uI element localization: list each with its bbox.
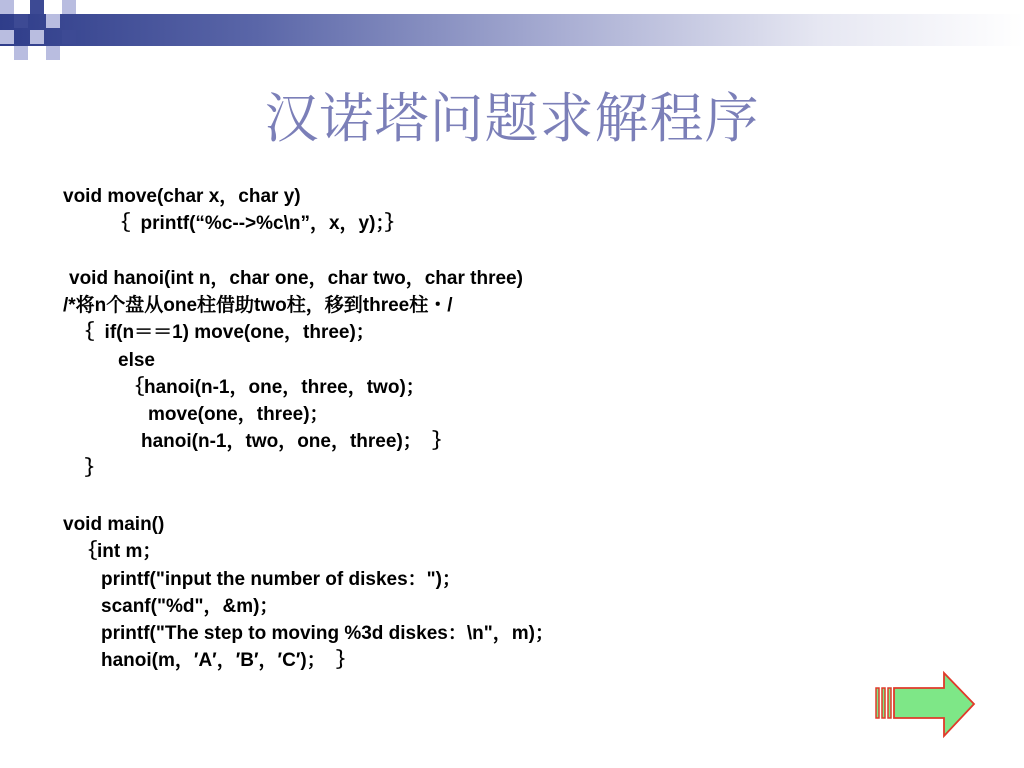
right-arrow-icon — [874, 670, 978, 744]
code-line: scanf("%d"，&m)； — [101, 596, 279, 617]
code-line: ｝ — [85, 458, 105, 479]
decor-square — [46, 14, 60, 28]
header-gradient-band — [0, 14, 1024, 46]
code-line: printf("input the number of diskes：")； — [101, 569, 462, 590]
decor-square — [62, 0, 76, 14]
code-line: /*将n个盘从one柱借助two柱，移到three柱・/ — [63, 295, 453, 316]
slide-title: 汉诺塔问题求解程序 — [264, 87, 760, 150]
code-line: printf("The step to moving %3d diskes：\n"，m)； — [101, 623, 554, 644]
code-line: ｛hanoi(n-1，one，three，two)； — [125, 377, 425, 398]
decor-square — [0, 0, 14, 14]
code-line: hanoi(m，′A′，′B′，′C′)； ｝ — [101, 650, 356, 671]
code-line: void hanoi(int n，char one，char two，char three) — [69, 268, 523, 289]
code-line: hanoi(n-1，two，one，three)； ｝ — [141, 431, 452, 452]
decor-square — [30, 0, 44, 14]
code-line: void move(char x，char y) — [63, 186, 301, 207]
code-line: void main() — [63, 514, 165, 535]
code-line: move(one，three)； — [148, 404, 329, 425]
code-line: else — [118, 350, 155, 371]
code-line: ｛int m； — [78, 541, 162, 562]
code-line: ｛ if(n＝＝1) move(one，three)； — [75, 322, 375, 343]
code-line: ｛ printf(“%c-->%c\n”，x，y)；｝ — [111, 213, 404, 234]
decor-square — [14, 14, 28, 28]
decor-square — [14, 46, 28, 60]
decor-square — [0, 30, 14, 44]
decor-square — [30, 30, 44, 44]
decor-square — [62, 30, 76, 44]
decor-square — [46, 46, 60, 60]
next-slide-button[interactable] — [874, 670, 978, 744]
